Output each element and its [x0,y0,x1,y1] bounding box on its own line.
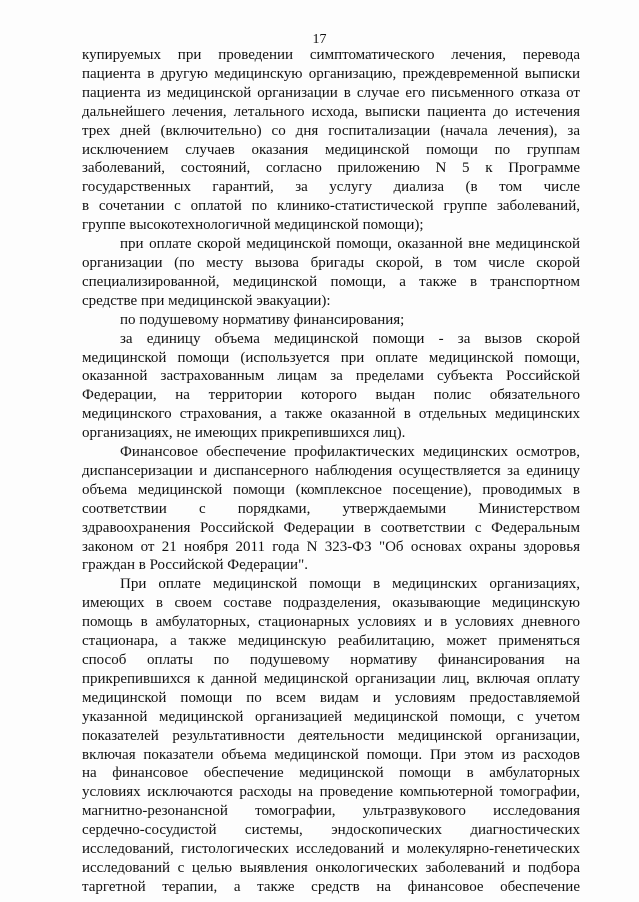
text-line: прикрепившихся к данной медицинской организации лиц, включая оплату [82,670,580,687]
text-line: в сочетании с оплатой по клинико-статистической группе заболеваний, [82,198,580,215]
text-line: медицинской помощи по всем видам и условиям предоставляемой [82,689,580,706]
text-line: При оплате медицинской помощи в медицинских организациях, [120,576,580,593]
text-line: Финансовое обеспечение профилактических медицинских осмотров, [120,444,580,461]
text-line: исключением случаев оказания медицинской помощи по группам [82,141,580,158]
text-line: объема медицинской помощи (комплексное посещение), проводимых в [82,481,580,498]
text-line: трех дней (включительно) со дня госпитализации (начала лечения), за [82,122,580,139]
text-line: способ оплаты по подушевому нормативу финансирования на [82,652,580,668]
text-line: при оплате скорой медицинской помощи, оказанной вне медицинской [120,236,580,253]
text-line: Федерации, на территории которого выдан полис обязательного [82,387,580,404]
text-line: диспансеризации и диспансерного наблюдения осуществляется за единицу [82,462,580,479]
text-line: пациента из медицинской организации в случае его письменного отказа от [82,84,580,101]
text-line: специализированной, медицинской помощи, а также в транспортном [82,273,580,290]
text-line: магнитно-резонансной томографии, ультразвукового исследования [82,803,580,820]
text-line: указанной медицинской организацией медицинской помощи, с учетом [82,708,580,725]
text-line: средстве при медицинской эвакуации): [82,292,331,309]
text-line: оказанной застрахованным лицам за пределами субъекта Российской [82,368,580,385]
text-line: дальнейшего лечения, летального исхода, выписки пациента до истечения [82,103,580,120]
text-line: показателей результативности деятельности медицинской организации, [82,727,580,744]
text-line: за единицу объема медицинской помощи - за вызов скорой [120,330,580,347]
text-line: медицинского страхования, а также оказанной в отдельных медицинских [82,406,580,423]
text-line: стационара, а также медицинскую реабилитацию, может применяться [82,633,580,650]
text-line: сердечно-сосудистой системы, эндоскопических диагностических [82,822,580,839]
text-line: купируемых при проведении симптоматического лечения, перевода [82,47,580,63]
text-line: на финансовое обеспечение медицинской помощи в амбулаторных [82,765,580,782]
text-line: организациях, не имеющих прикрепившихся лиц). [82,425,406,442]
text-line: группе высокотехнологичной медицинской помощи); [82,217,424,234]
text-line: граждан в Российской Федерации". [82,557,308,574]
document-body [82,46,580,897]
text-line: таргетной терапии, а также средств на финансовое обеспечение [82,878,580,895]
text-line: исследований с целью выявления онкологических заболеваний и подбора [82,859,580,876]
text-line: по подушевому нормативу финансирования; [120,311,405,328]
text-line: пациента в другую медицинскую организацию, преждевременной выписки [82,65,580,82]
text-line: здравоохранения Российской Федерации в соответствии с Федеральным [82,519,580,536]
page-number: 17 [312,32,327,47]
text-line: помощь в амбулаторных, стационарных условиях и в условиях дневного [82,614,580,631]
text-line: соответствии с порядками, утверждаемыми Министерством [82,500,580,517]
text-line: имеющих в своем составе подразделения, оказывающие медицинскую [82,595,580,612]
text-line: организации (по месту вызова бригады скорой, в том числе скорой [82,254,580,271]
text-line: законом от 21 ноября 2011 года N 323-ФЗ "Об основах охраны здоровья [82,538,580,555]
text-line: медицинской помощи (используется при оплате медицинской помощи, [82,349,580,366]
text-line: государственных гарантий, за услугу диализа (в том числе [82,179,580,196]
text-line: условиях исключаются расходы на проведение компьютерной томографии, [82,784,580,801]
text-line: исследований, гистологических исследований и молекулярно-генетических [82,841,580,858]
text-line: заболеваний, состояний, согласно приложению N 5 к Программе [82,160,580,177]
text-line: включая показатели объема медицинской помощи. При этом из расходов [82,746,580,763]
